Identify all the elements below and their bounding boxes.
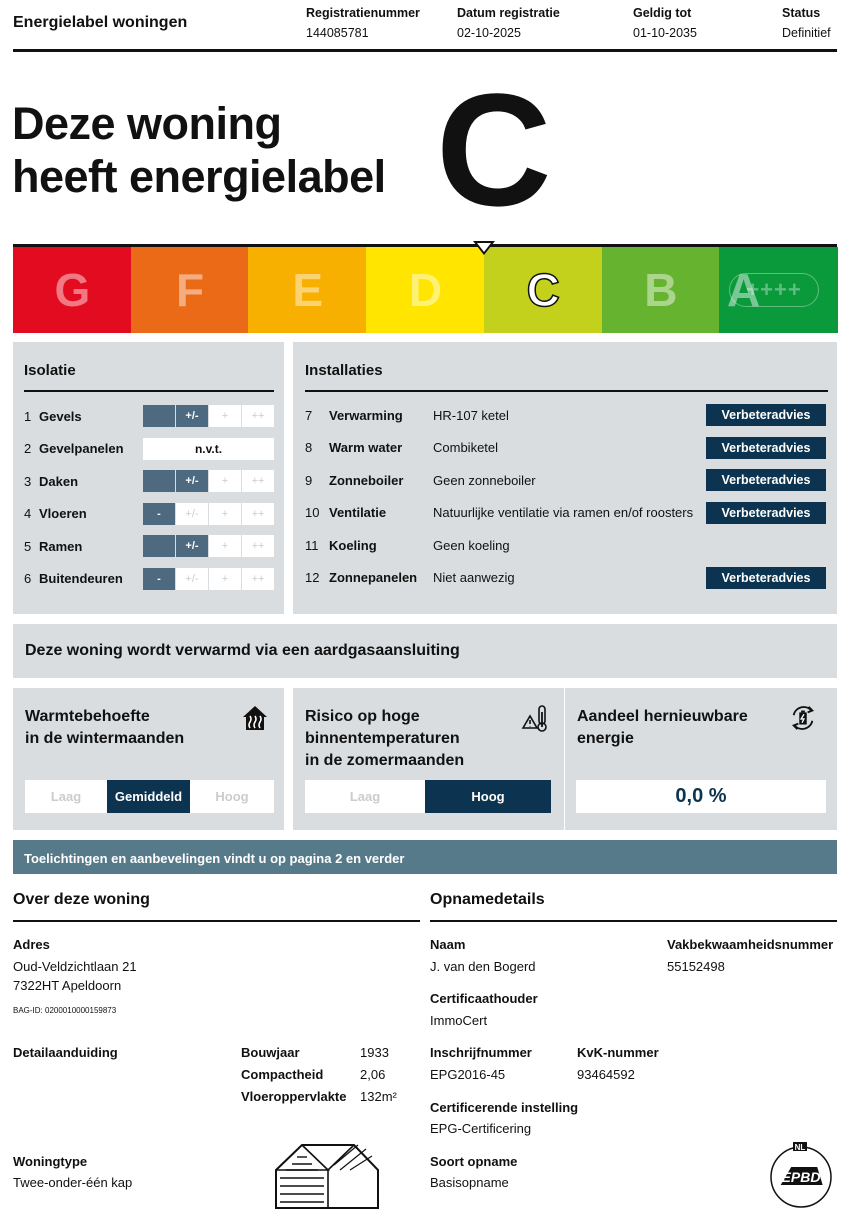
- woningtype-value: Twee-onder-één kap: [13, 1175, 133, 1190]
- installatie-row: 9 Zonneboiler Geen zonneboiler: [305, 472, 536, 488]
- installatie-row: 8 Warm water Combiketel: [305, 440, 499, 455]
- detailaanduiding-label: Detailaanduiding: [13, 1045, 118, 1060]
- vloeroppervlakte-label: Vloeroppervlakte: [241, 1089, 347, 1104]
- scale-option-laag: Laag: [25, 780, 107, 813]
- isolatie-row: 3 Daken: [24, 473, 79, 489]
- toelichting-banner: Toelichtingen en aanbevelingen vindt u op pagina 2 en verder: [13, 840, 837, 874]
- house-type-icon: [272, 1140, 382, 1212]
- isolatie-rating: +/- + ++: [143, 470, 275, 492]
- isolatie-row: 4 Vloeren: [24, 506, 87, 521]
- status: Status Definitief: [782, 6, 831, 40]
- inschrijfnummer-label: Inschrijfnummer: [430, 1045, 532, 1060]
- isolatie-rating: +/- + ++: [143, 405, 275, 427]
- certificerende-instelling-label: Certificerende instelling: [430, 1100, 579, 1115]
- warning-thermometer-icon: [521, 704, 549, 732]
- document-title: Energielabel woningen: [13, 14, 188, 31]
- installaties-title: Installaties: [305, 362, 383, 379]
- isolatie-row: 1 Gevels: [24, 408, 82, 424]
- geldig-tot: Geldig tot 01-10-2035: [633, 6, 697, 40]
- bag-id: BAG-ID: 0200010000159873: [13, 1006, 117, 1015]
- risico-box: [293, 688, 564, 830]
- soort-opname-label: Soort opname: [430, 1154, 518, 1169]
- certificaathouder-value: ImmoCert: [430, 1013, 488, 1028]
- bouwjaar-value: 1933: [360, 1045, 389, 1060]
- isolatie-rating: - +/- + ++: [143, 503, 275, 525]
- compactheid-label: Compactheid: [241, 1067, 324, 1082]
- scale-option-gemiddeld: Gemiddeld: [107, 780, 190, 813]
- opnamedetails-title: Opnamedetails: [430, 891, 545, 908]
- certificerende-instelling-value: EPG-Certificering: [430, 1121, 532, 1136]
- scale-option-hoog: Hoog: [190, 780, 274, 813]
- risico-title: Risico op hoge binnentemperaturen in de zomermaanden: [305, 708, 465, 769]
- label-segment-c: C: [484, 247, 603, 333]
- isolatie-panel: [13, 342, 284, 614]
- label-segment-g: G: [13, 247, 132, 333]
- naam-label: Naam: [430, 937, 466, 952]
- headline: Deze woning heeft energielabel: [12, 98, 386, 202]
- warmtebehoefte-box: [13, 688, 284, 830]
- kvk-label: KvK-nummer: [577, 1045, 659, 1060]
- naam-value: J. van den Bogerd: [430, 959, 536, 974]
- verbeteradvies-button[interactable]: Verbeteradvies: [706, 567, 826, 589]
- inschrijfnummer-value: EPG2016-45: [430, 1067, 506, 1082]
- datum-registratie: Datum registratie 02-10-2025: [457, 6, 560, 40]
- label-segment-a: A: [719, 247, 838, 333]
- verbeteradvies-button[interactable]: Verbeteradvies: [706, 404, 826, 426]
- hernieuwbaar-title: Aandeel hernieuwbare energie: [577, 708, 748, 747]
- verbeteradvies-button[interactable]: Verbeteradvies: [706, 502, 826, 524]
- risico-scale: [305, 780, 551, 813]
- certificaathouder-label: Certificaathouder: [430, 991, 538, 1006]
- energy-label-letter: C: [436, 60, 552, 239]
- isolatie-rating: n.v.t.: [143, 438, 275, 460]
- warmtebehoefte-title: Warmtebehoefte in de wintermaanden: [25, 708, 185, 747]
- installatie-row: 11 Koeling Geen koeling: [305, 537, 510, 553]
- adres-line2: 7322HT Apeldoorn: [13, 978, 122, 993]
- isolatie-rating: - +/- + ++: [143, 568, 275, 590]
- renewable-battery-icon: [789, 704, 817, 732]
- installatie-row: 10 Ventilatie Natuurlijke ventilatie via ramen en/of roosters: [305, 505, 694, 520]
- verbeteradvies-button[interactable]: Verbeteradvies: [706, 469, 826, 491]
- compactheid-value: 2,06: [360, 1067, 386, 1082]
- isolatie-title: Isolatie: [24, 362, 76, 379]
- energy-label-scale: [13, 244, 837, 333]
- hernieuwbaar-value: 0,0 %: [576, 780, 826, 813]
- bouwjaar-label: Bouwjaar: [241, 1045, 300, 1060]
- document-header: [13, 0, 837, 52]
- isolatie-row: 5 Ramen: [24, 538, 83, 554]
- isolatie-rating: +/- + ++: [143, 535, 275, 557]
- registratienummer: Registratienummer 144085781: [306, 6, 420, 40]
- label-segment-e: E: [248, 247, 367, 333]
- installatie-row: 7 Verwarming HR-107 ketel: [305, 407, 509, 423]
- isolatie-row: 6 Buitendeuren: [24, 571, 123, 586]
- house-heat-icon: [241, 704, 269, 732]
- installatie-row: 12 Zonnepanelen Niet aanwezig: [305, 570, 515, 585]
- soort-opname-value: Basisopname: [430, 1175, 509, 1190]
- scale-option-hoog: Hoog: [425, 780, 551, 813]
- svg-text:EPBD: EPBD: [781, 1169, 821, 1185]
- vloeroppervlakte-value: 132m²: [360, 1089, 397, 1104]
- warmtebehoefte-scale: [25, 780, 274, 813]
- gas-notice: Deze woning wordt verwarmd via een aardgasaansluiting: [13, 624, 837, 678]
- isolatie-row: 2 Gevelpanelen: [24, 441, 124, 456]
- label-segment-b: B: [602, 247, 721, 333]
- label-segment-d: D: [366, 247, 485, 333]
- svg-text:NL: NL: [794, 1143, 806, 1152]
- scale-option-laag: Laag: [305, 780, 425, 813]
- verbeteradvies-button[interactable]: Verbeteradvies: [706, 437, 826, 459]
- label-segment-f: F: [131, 247, 250, 333]
- adres-line1: Oud-Veldzichtlaan 21: [13, 959, 137, 974]
- label-plus-pill: ++++: [729, 273, 819, 307]
- woningtype-label: Woningtype: [13, 1154, 88, 1169]
- over-deze-woning-title: Over deze woning: [13, 891, 150, 908]
- adres-label: Adres: [13, 937, 50, 952]
- hernieuwbaar-box: [565, 688, 837, 830]
- vakbekwaamheid-label: Vakbekwaamheidsnummer: [667, 937, 834, 952]
- vakbekwaamheid-value: 55152498: [667, 959, 725, 974]
- kvk-value: 93464592: [577, 1067, 635, 1082]
- epbd-logo: [766, 1140, 836, 1210]
